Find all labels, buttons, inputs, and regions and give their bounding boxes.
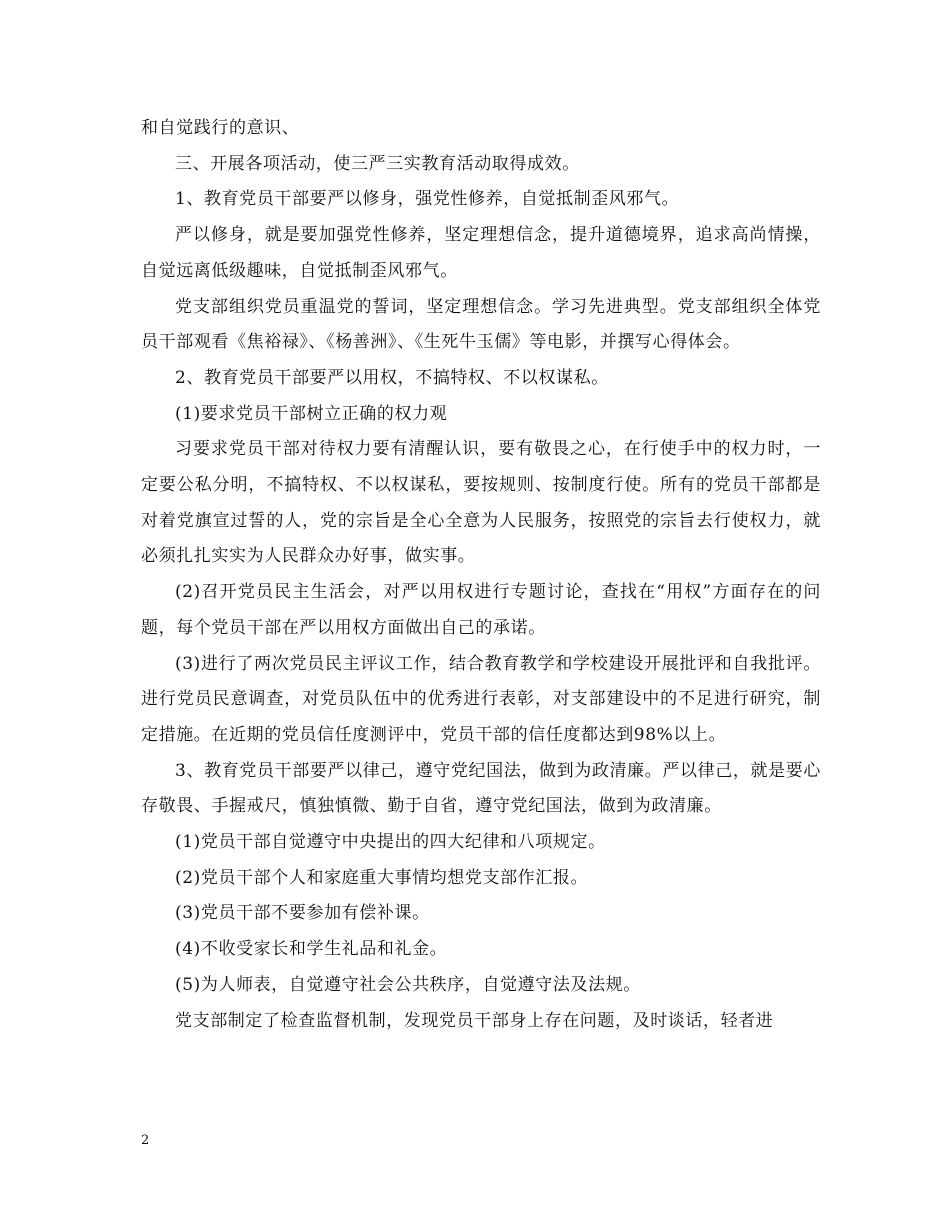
item-heading-self-discipline: 3、教育党员干部要严以律己，遵守党纪国法，做到为政清廉。严以律己，就是要心存敬畏、手握戒尺，慎独慎微、勤于自省，遵守党纪国法，做到为政清廉。 (141, 760, 821, 817)
item-heading-self-cultivation: 1、教育党员干部要严以修身，强党性修养，自觉抵制歪风邪气。 (175, 189, 680, 210)
document-body (141, 111, 821, 1039)
item-heading-use-of-power: 2、教育党员干部要严以用权，不搞特权、不以权谋私。 (175, 367, 609, 388)
paragraph-self-cultivation: 严以修身，就是要加强党性修养，坚定理想信念，提升道德境界，追求高尚情操，自觉远离低级趣味，自觉抵制歪风邪气。 (141, 225, 821, 281)
paragraph-power-awareness: 习要求党员干部对待权力要有清醒认识，要有敬畏之心，在行使手中的权力时，一定要公私分明，不搞特权、不以权谋私，要按规则、按制度行使。所有的党员干部都是对着党旗宣过誓的人，党的宗旨是全心全意为人民服务，按照党的宗旨去行使权力，就必须扎扎实实为人民群众办好事，做实事。 (141, 439, 821, 567)
paragraph-continuation: 和自觉践行的意识、 (141, 118, 300, 138)
subitem-discipline-rules: (1)党员干部自觉遵守中央提出的四大纪律和八项规定。 (175, 832, 606, 853)
paragraph-party-oath: 党支部组织党员重温党的誓词，坚定理想信念。学习先进典型。党支部组织全体党员干部观看《焦裕禄》、《杨善洲》、《生死牛玉儒》等电影，并撰写心得体会。 (141, 296, 821, 353)
subitem-role-model: (5)为人师表，自觉遵守社会公共秩序，自觉遵守法及法规。 (175, 974, 641, 995)
subitem-no-paid-tutoring: (3)党员干部不要参加有偿补课。 (175, 903, 430, 924)
paragraph-supervision: 党支部制定了检查监督机制，发现党员干部身上存在问题，及时谈话，轻者进 (175, 1010, 774, 1031)
subitem-no-gifts: (4)不收受家长和学生礼品和礼金。 (175, 939, 448, 960)
subitem-report-matters: (2)党员干部个人和家庭重大事情均想党支部作汇报。 (175, 867, 589, 888)
subitem-democratic-meeting: (2)召开党员民主生活会，对严以用权进行专题讨论，查找在“用权”方面存在的问题，每个党员干部在严以用权方面做出自己的承诺。 (141, 582, 821, 638)
page-number: 2 (141, 1133, 150, 1148)
subitem-power-view: (1)要求党员干部树立正确的权力观 (175, 403, 448, 424)
section-heading-activities: 三、开展各项活动，使三严三实教育活动取得成效。 (175, 153, 580, 174)
subitem-democratic-review: (3)进行了两次党员民主评议工作，结合教育教学和学校建设开展批评和自我批评。进行党员民意调查，对党员队伍中的优秀进行表彰，对支部建设中的不足进行研究，制定措施。在近期的党员信任度测评中，党员干部的信任度都达到98%以上。 (141, 653, 821, 745)
